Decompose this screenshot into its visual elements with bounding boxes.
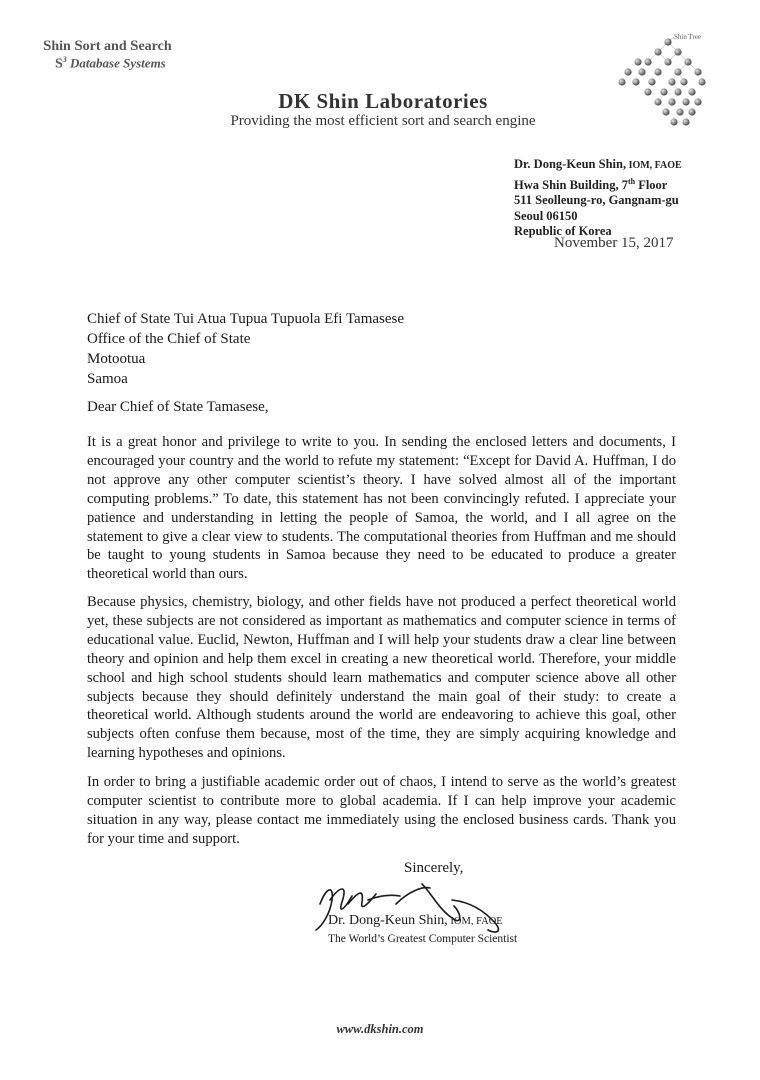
sender-city: Seoul 06150 <box>514 208 578 223</box>
sender-name-line: Dr. Dong-Keun Shin, IOM, FAOE <box>514 157 682 171</box>
letter-date: November 15, 2017 <box>554 235 674 251</box>
signer-name: Dr. Dong-Keun Shin, IOM, FAOE <box>328 913 503 928</box>
tree-node <box>668 78 675 85</box>
recipient-line: Office of the Chief of State <box>87 331 251 347</box>
tree-node <box>698 78 705 85</box>
body-paragraph-3: In order to bring a justifiable academic order out of chaos, I intend to serve as the world’s greatest computer scientist to contribute more to global academia. If I can help improve your academic situation in any way, please contact me immediately using the enclosed business cards. Thank you for your time and support. <box>87 774 676 847</box>
tree-node <box>664 58 671 65</box>
website-link[interactable]: www.dkshin.com <box>336 1022 424 1036</box>
tree-node <box>674 68 681 75</box>
division-name: $S^3$ Database Systems <box>55 55 166 72</box>
tree-node <box>634 58 641 65</box>
tree-node <box>654 48 661 55</box>
tree-node <box>680 78 687 85</box>
salutation: Dear Chief of State Tamasese, <box>87 399 269 415</box>
tagline: Providing the most efficient sort and search engine <box>230 113 536 129</box>
tree-node <box>644 58 651 65</box>
recipient-address <box>87 309 404 389</box>
recipient-line: Chief of State Tui Atua Tupua Tupuola Efi Tamasese <box>87 311 405 327</box>
tree-node <box>664 38 671 45</box>
tree-node <box>654 68 661 75</box>
sender-street: 511 Seolleung-ro, Gangnam-gu <box>514 193 679 208</box>
tree-node <box>624 68 631 75</box>
sender-address <box>514 157 682 240</box>
tree-node <box>694 68 701 75</box>
body-paragraph-2: Because physics, chemistry, biology, and other fields have not produced a perfect theoretical world yet, these subjects are not considered as important as mathematics and computer science in terms of educational value. Euclid, Newton, Huffman and I will help your students draw a clear line between theory and opinion and help them excel in creating a new theoretical world. Therefore, your middle school and high school students should learn mathematics and computer science above all other subjects because they should definitely understand the main goal of their study: to create a theoretical world. Although students around the world are endeavoring to achieve this goal, other subjects often confuse them because, most of the time, they are simply acquiring knowledge and learning hypotheses and opinions. <box>87 594 676 762</box>
sender-country: Republic of Korea <box>514 224 612 239</box>
closing: Sincerely, <box>404 860 464 876</box>
tree-node <box>638 68 645 75</box>
tree-node <box>684 58 691 65</box>
recipient-line: Samoa <box>87 371 128 387</box>
lab-title: DK Shin Laboratories <box>278 89 488 113</box>
recipient-line: Motootua <box>87 351 146 367</box>
tree-node <box>648 78 655 85</box>
signer-title: The World’s Greatest Computer Scientist <box>328 933 518 945</box>
company-name: Shin Sort and Search <box>43 38 172 54</box>
tree-node <box>674 48 681 55</box>
sender-building: Hwa Shin Building, 7th Floor <box>514 176 668 192</box>
logo-label: Shin Tree <box>674 33 702 41</box>
tree-node <box>618 78 625 85</box>
tree-node <box>632 78 639 85</box>
body-paragraph-1: It is a great honor and privilege to write to you. In sending the enclosed letters and documents, I encouraged your country and the world to refute my statement: “Except for David A. Huffman, I do not approve any other computer scientist’s theory. I have solved almost all of the important computing problems.” To date, this statement has not been convincingly refuted. I appreciate your patience and understanding in letting the people of Samoa, the world, and I all agree on the statement to give a clear view to students. The computational theories from Huffman and me should be taught to young students in Samoa because they need to be educated to produce a greater theoretical world than ours. <box>87 434 676 583</box>
